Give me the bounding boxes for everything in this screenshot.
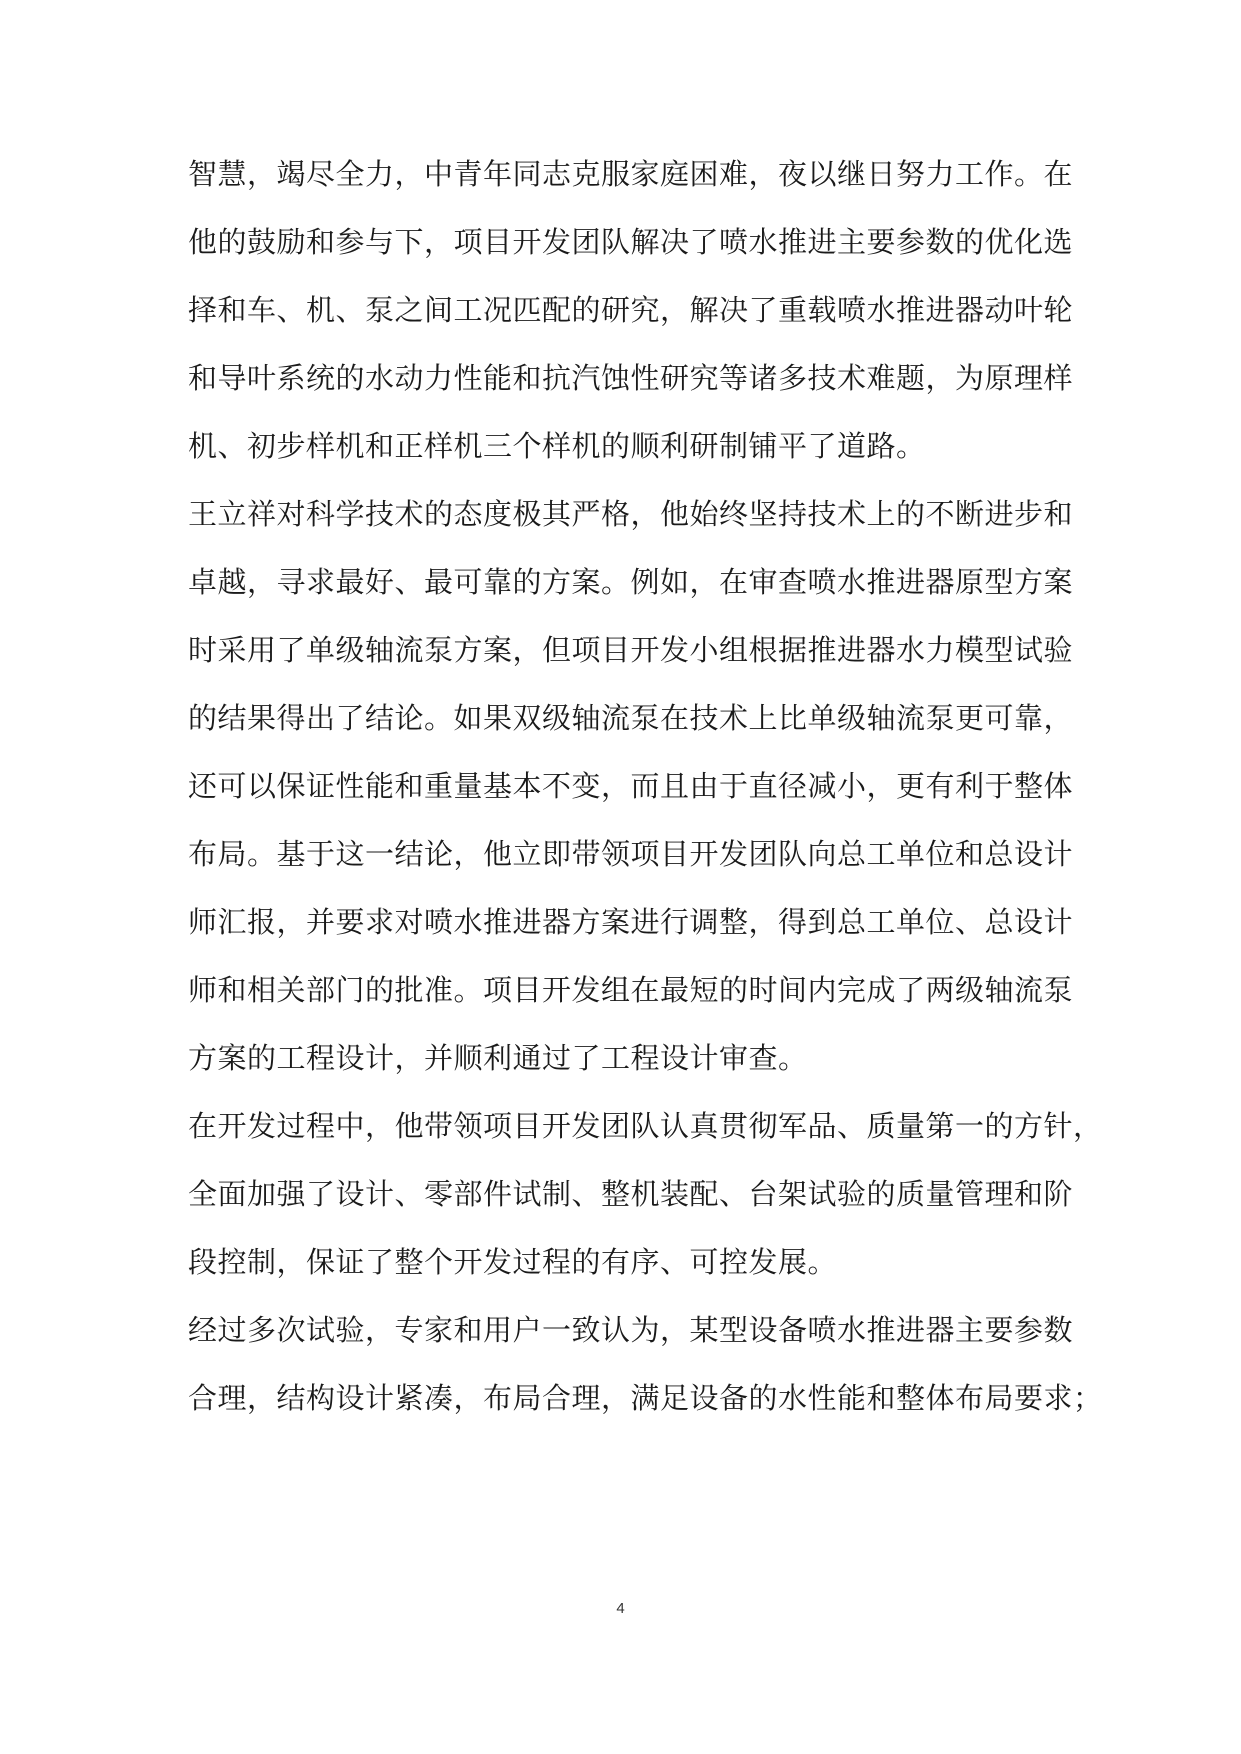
paragraph-3-line-3: 段控制，保证了整个开发过程的有序、可控发展。 <box>188 1245 838 1279</box>
paragraph-2-line-3: 时采用了单级轴流泵方案，但项目开发小组根据推进器水力模型试验 <box>188 633 1074 667</box>
paragraph-2-line-1: 王立祥对科学技术的态度极其严格，他始终坚持技术上的不断进步和 <box>188 497 1074 531</box>
paragraph-1-line-5: 机、初步样机和正样机三个样机的顺利研制铺平了道路。 <box>188 429 926 463</box>
paragraph-1-line-3: 择和车、机、泵之间工况匹配的研究，解决了重载喷水推进器动叶轮 <box>188 293 1074 327</box>
paragraph-2-line-5: 还可以保证性能和重量基本不变，而且由于直径减小，更有利于整体 <box>188 769 1074 803</box>
body-text <box>188 140 1103 1432</box>
paragraph-2-line-2: 卓越，寻求最好、最可靠的方案。例如，在审查喷水推进器原型方案 <box>188 565 1074 599</box>
paragraph-1-line-1: 智慧，竭尽全力，中青年同志克服家庭困难，夜以继日努力工作。在 <box>188 157 1074 191</box>
paragraph-1-line-4: 和导叶系统的水动力性能和抗汽蚀性研究等诸多技术难题，为原理样 <box>188 361 1074 395</box>
paragraph-2-line-9: 方案的工程设计，并顺利通过了工程设计审查。 <box>188 1041 808 1075</box>
paragraph-3-line-1: 在开发过程中，他带领项目开发团队认真贯彻军品、质量第一的方针， <box>188 1109 1103 1143</box>
paragraph-3-line-2: 全面加强了设计、零部件试制、整机装配、台架试验的质量管理和阶 <box>188 1177 1074 1211</box>
paragraph-4-line-2: 合理，结构设计紧凑，布局合理，满足设备的水性能和整体布局要求； <box>188 1381 1103 1415</box>
paragraph-2-line-8: 师和相关部门的批准。项目开发组在最短的时间内完成了两级轴流泵 <box>188 973 1074 1007</box>
page-number: 4 <box>616 1600 625 1617</box>
paragraph-2-line-6: 布局。基于这一结论，他立即带领项目开发团队向总工单位和总设计 <box>188 837 1074 871</box>
paragraph-2-line-4: 的结果得出了结论。如果双级轴流泵在技术上比单级轴流泵更可靠， <box>188 701 1074 735</box>
paragraph-2-line-7: 师汇报，并要求对喷水推进器方案进行调整，得到总工单位、总设计 <box>188 905 1074 939</box>
paragraph-1-line-2: 他的鼓励和参与下，项目开发团队解决了喷水推进主要参数的优化选 <box>188 225 1074 259</box>
paragraph-4-line-1: 经过多次试验，专家和用户一致认为，某型设备喷水推进器主要参数 <box>188 1313 1074 1347</box>
